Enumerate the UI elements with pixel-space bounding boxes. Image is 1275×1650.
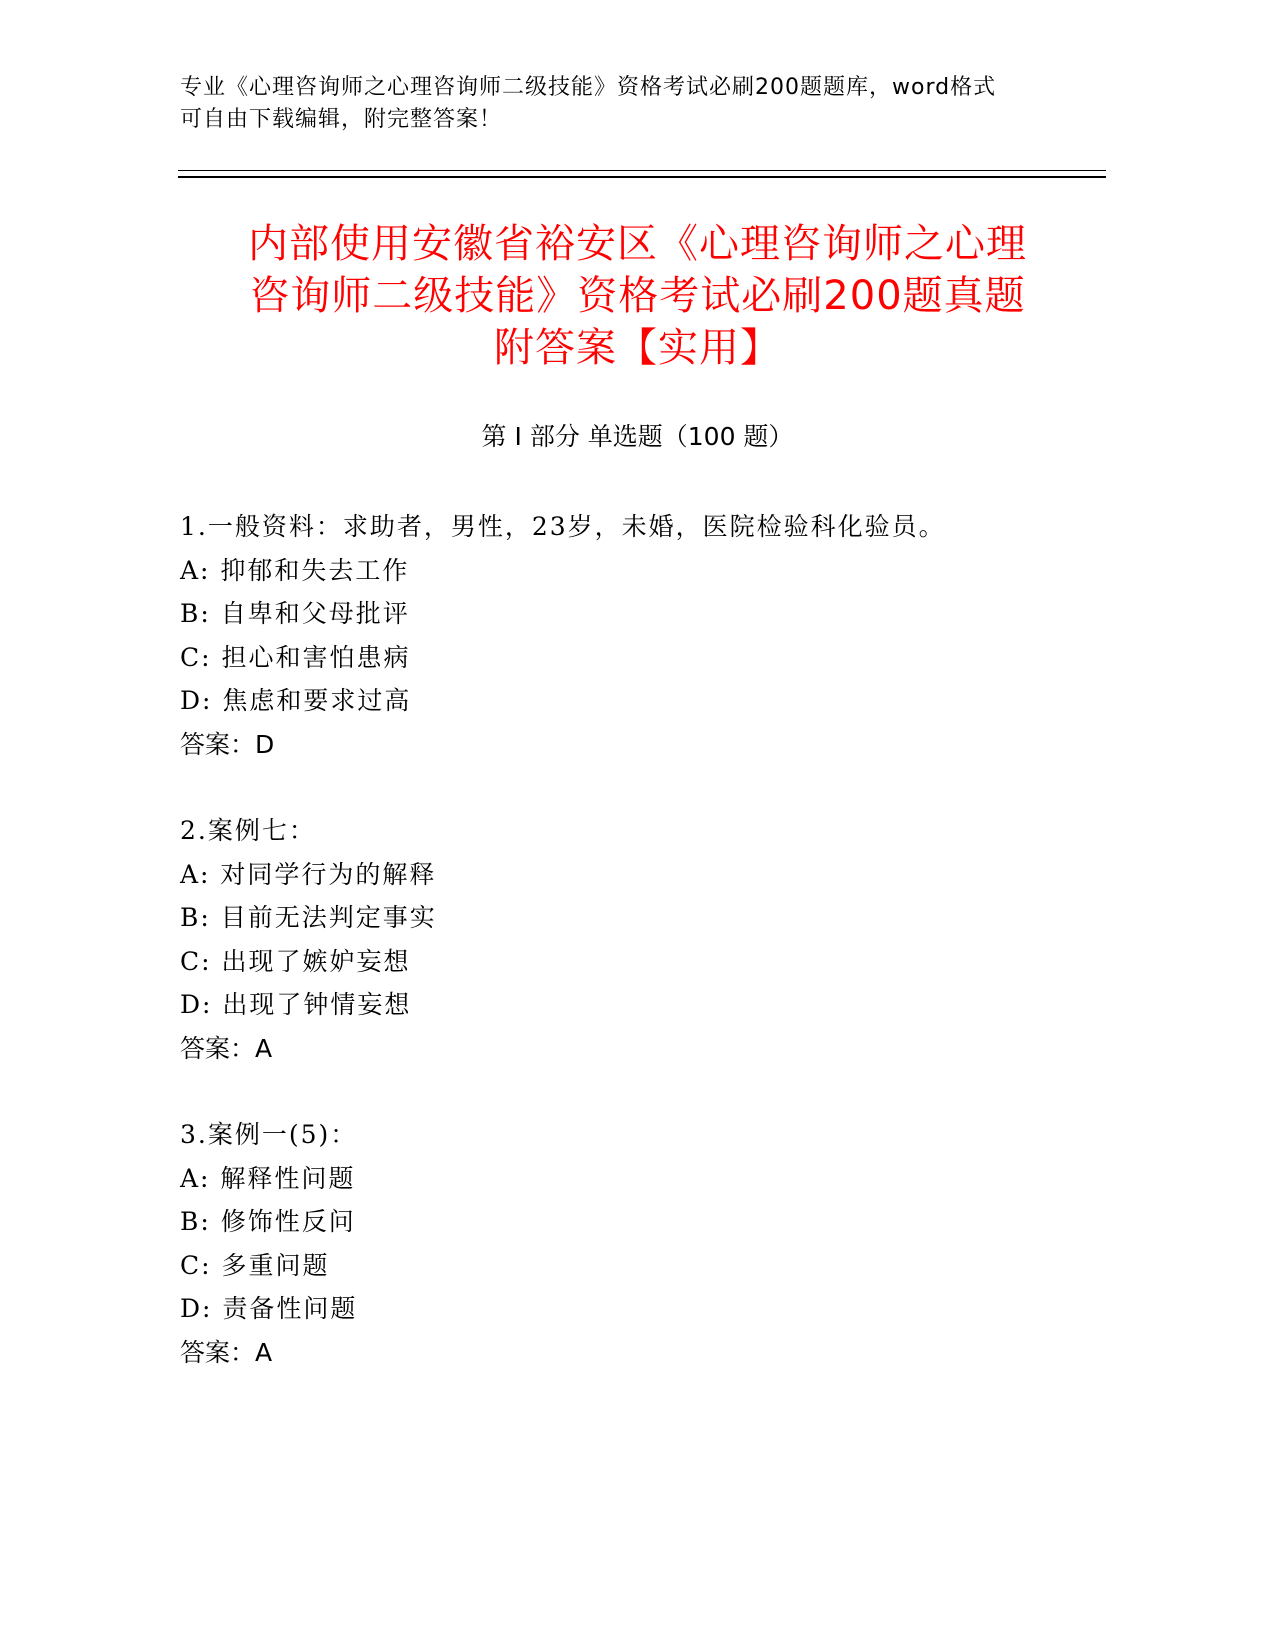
option-a: A: 对同学行为的解释	[180, 859, 437, 889]
answer-label: 答案：D	[180, 729, 275, 759]
option-d: D: 出现了钟情妄想	[180, 990, 412, 1019]
document-title	[150, 218, 1125, 374]
header-note-line-2: 可自由下载编辑，附完整答案！	[180, 107, 503, 132]
question-stem: 2.案例七：	[180, 816, 316, 845]
option-c: C: 多重问题	[180, 1250, 330, 1280]
option-b: B: 修饰性反问	[180, 1207, 356, 1236]
option-c: C: 担心和害怕患病	[180, 642, 411, 672]
option-b: B: 目前无法判定事实	[180, 903, 437, 932]
document-title-line-1: 内部使用安徽省裕安区《心理咨询师之心理	[248, 221, 1027, 267]
option-c: C: 出现了嫉妒妄想	[180, 946, 411, 976]
question-stem: 1.一般资料：求助者，男性，23岁，未婚，医院检验科化验员。	[180, 512, 946, 541]
document-title-line-2: 咨询师二级技能》资格考试必刷200题真题	[249, 273, 1026, 319]
question-3	[180, 1113, 1080, 1374]
question-2	[180, 809, 1080, 1070]
answer-label: 答案：A	[180, 1337, 273, 1367]
question-list	[180, 505, 1080, 1417]
document-title-line-3: 附答案【实用】	[494, 325, 781, 371]
option-b: B: 自卑和父母批评	[180, 599, 410, 628]
option-d: D: 焦虑和要求过高	[180, 686, 412, 715]
option-a: A: 抑郁和失去工作	[180, 555, 410, 585]
header-divider-thick	[178, 176, 1106, 178]
header-divider-thin	[178, 170, 1106, 171]
option-a: A: 解释性问题	[180, 1163, 356, 1193]
question-1	[180, 505, 1080, 766]
option-d: D: 责备性问题	[180, 1294, 358, 1323]
section-heading: 第 I 部分 单选题（100 题）	[481, 422, 794, 451]
question-stem: 3.案例一(5)：	[180, 1120, 358, 1149]
header-note-line-1: 专业《心理咨询师之心理咨询师二级技能》资格考试必刷200题题库，word格式	[180, 75, 997, 100]
answer-label: 答案：A	[180, 1033, 273, 1063]
header-note	[180, 72, 1060, 136]
